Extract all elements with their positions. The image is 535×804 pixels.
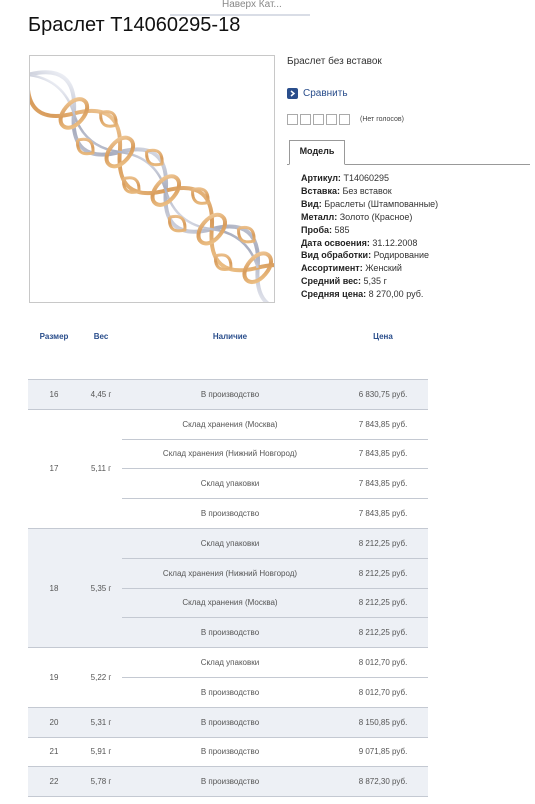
rating-star-5[interactable] [339, 114, 350, 125]
price-cell: 7 843,85 руб. [338, 469, 428, 499]
availability-cell: В производство [122, 767, 338, 797]
availability-cell: В производство [122, 707, 338, 737]
votes-count: (Нет голосов) [360, 116, 404, 123]
table-row [28, 648, 434, 678]
availability-cell: Склад хранения (Москва) [122, 588, 338, 618]
weight-cell: 5,78 г [80, 767, 122, 797]
bracelet-image [30, 56, 274, 302]
weight-cell: 5,31 г [80, 707, 122, 737]
arrow-right-icon [287, 88, 298, 99]
prop-fineness: Проба: 585 [301, 224, 350, 235]
compare-label[interactable]: Сравнить [303, 88, 348, 99]
rating-star-1[interactable] [287, 114, 298, 125]
availability-cell: Склад хранения (Нижний Новгород) [122, 558, 338, 588]
prop-type: Вид: Браслеты (Штампованные) [301, 198, 439, 209]
size-cell: 19 [28, 648, 80, 708]
size-cell: 22 [28, 767, 80, 797]
size-cell: 17 [28, 409, 80, 528]
rating-star-2[interactable] [300, 114, 311, 125]
table-row [28, 737, 434, 767]
price-cell: 8 212,25 руб. [338, 618, 428, 648]
weight-cell: 5,91 г [80, 737, 122, 767]
availability-cell: В производство [122, 380, 338, 410]
prop-article: Артикул: Т14060295 [301, 173, 389, 183]
table-row [28, 767, 434, 797]
page-title: Браслет Т14060295-18 [28, 14, 241, 36]
compare-link[interactable] [287, 88, 348, 99]
header-price: Цена [373, 331, 393, 341]
price-cell: 6 830,75 руб. [338, 380, 428, 410]
weight-cell: 4,45 г [80, 380, 122, 410]
table-row [28, 707, 434, 737]
availability-cell: Склад хранения (Нижний Новгород) [122, 439, 338, 469]
availability-cell: Склад упаковки [122, 469, 338, 499]
availability-cell: В производство [122, 737, 338, 767]
weight-cell: 5,22 г [80, 648, 122, 708]
table-row [28, 528, 434, 558]
price-cell: 9 071,85 руб. [338, 737, 428, 767]
tab-model[interactable]: Модель [289, 140, 345, 165]
header-size: Размер [39, 331, 69, 341]
top-nav-link[interactable]: Наверх Кат... [222, 0, 282, 10]
prop-assortment: Ассортимент: Женский [301, 263, 402, 274]
price-cell: 8 012,70 руб. [338, 648, 428, 678]
weight-cell: 5,11 г [80, 409, 122, 528]
rating-star-4[interactable] [326, 114, 337, 125]
availability-cell: Склад хранения (Москва) [122, 409, 338, 439]
table-row [28, 409, 434, 439]
product-properties [301, 172, 438, 301]
prop-finish: Вид обработки: Родирование [301, 250, 430, 261]
availability-cell: В производство [122, 499, 338, 529]
tab-bar [287, 140, 530, 165]
product-subtitle: Браслет без вставок [287, 56, 382, 67]
price-cell: 8 212,25 руб. [338, 558, 428, 588]
availability-cell: В производство [122, 618, 338, 648]
price-cell: 7 843,85 руб. [338, 409, 428, 439]
availability-cell: В производство [122, 677, 338, 707]
rating-star-3[interactable] [313, 114, 324, 125]
price-cell: 8 212,25 руб. [338, 588, 428, 618]
header-availability: Наличие [212, 331, 248, 341]
price-cell: 8 212,25 руб. [338, 528, 428, 558]
price-cell: 8 012,70 руб. [338, 677, 428, 707]
product-photo[interactable] [29, 55, 275, 303]
product-info [287, 56, 532, 300]
size-cell: 20 [28, 707, 80, 737]
availability-cell: Склад упаковки [122, 528, 338, 558]
price-cell: 8 150,85 руб. [338, 707, 428, 737]
size-cell: 18 [28, 528, 80, 647]
availability-table [28, 323, 434, 797]
header-weight: Вес [93, 331, 109, 341]
price-cell: 8 872,30 руб. [338, 767, 428, 797]
size-cell: 16 [28, 380, 80, 410]
price-cell: 7 843,85 руб. [338, 439, 428, 469]
prop-avg-weight: Средний вес: 5,35 г [301, 276, 387, 287]
weight-cell: 5,35 г [80, 528, 122, 647]
prop-metal: Металл: Золото (Красное) [301, 211, 413, 222]
rating [287, 114, 404, 125]
availability-cell: Склад упаковки [122, 648, 338, 678]
table-row [28, 380, 434, 410]
prop-avg-price: Средняя цена: 8 270,00 руб. [301, 289, 424, 300]
price-cell: 7 843,85 руб. [338, 499, 428, 529]
prop-release-date: Дата освоения: 31.12.2008 [301, 237, 418, 248]
prop-insert: Вставка: Без вставок [301, 185, 392, 196]
size-cell: 21 [28, 737, 80, 767]
